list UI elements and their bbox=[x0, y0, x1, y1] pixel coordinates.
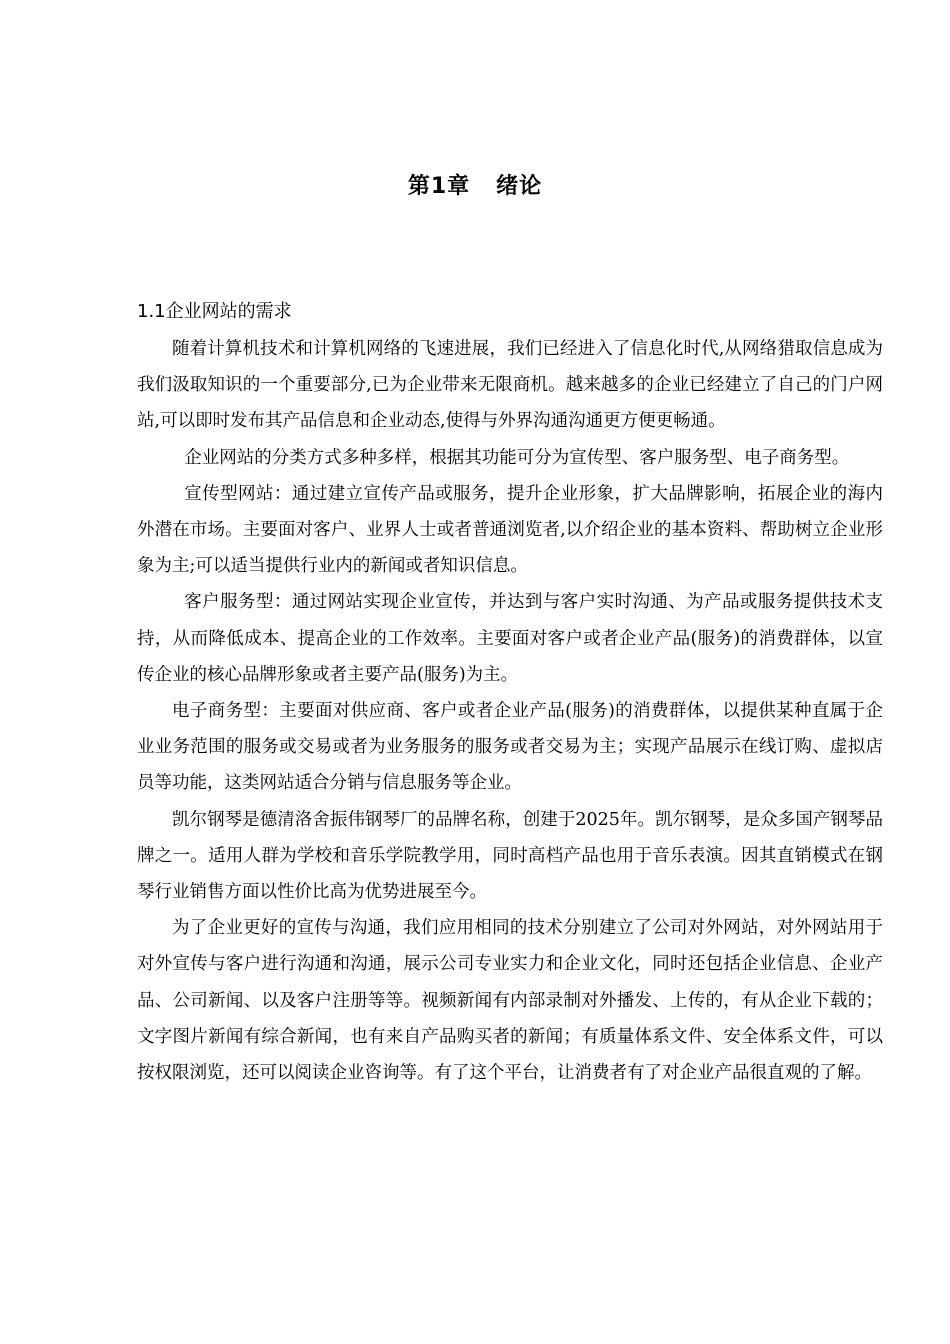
section-heading: 1.1企业网站的需求 bbox=[137, 301, 292, 322]
chapter-title bbox=[0, 170, 950, 204]
paragraph-website-purpose: 为了企业更好的宣传与沟通，我们应用相同的技术分别建立了公司对外网站，对外网站用于对外宣传与客户进行沟通和沟通，展示公司专业实力和企业文化，同时还包括企业信息、企业产品、公司新闻、以及客户注册等等。视频新闻有内部录制对外播发、上传的，有从企业下载的；文字图片新闻有综合新闻，也有来自产品购买者的新闻；有质量体系文件、安全体系文件，可以按权限浏览，还可以阅读企业咨询等。有了这个平台，让消费者有了对企业产品很直观的了解。 bbox=[137, 918, 883, 1084]
paragraph-company-intro: 凯尔钢琴是德清洛舍振伟钢琴厂的品牌名称，创建于2025年。凯尔钢琴，是众多国产钢琴品牌之一。适用人群为学校和音乐学院教学用，同时高档产品也用于音乐表演。因其直销模式在钢琴行业销售方面以性价比高为优势进展至今。 bbox=[137, 809, 883, 903]
paragraph-customer-service-site: 客户服务型：通过网站实现企业宣传，并达到与客户实时沟通、为产品或服务提供技术支持，从而降低成本、提高企业的工作效率。主要面对客户或者企业产品(服务)的消费群体，以宣传企业的核心品牌形象或者主要产品(服务)为主。 bbox=[137, 592, 883, 685]
paragraph-intro: 随着计算机技术和计算机网络的飞速进展，我们已经进入了信息化时代,从网络猎取信息成为我们汲取知识的一个重要部分,已为企业带来无限商机。越来越多的企业已经建立了自己的门户网站,可以即时发布其产品信息和企业动态,使得与外界沟通沟通更方便更畅通。 bbox=[137, 339, 883, 432]
chapter-name: 绪论 bbox=[496, 174, 543, 199]
body-text bbox=[137, 331, 883, 1091]
paragraph-promotional-site: 宣传型网站：通过建立宣传产品或服务，提升企业形象，扩大品牌影响，拓展企业的海内外潜在市场。主要面对客户、业界人士或者普通浏览者,以介绍企业的基本资料、帮助树立企业形象为主;可以适当提供行业内的新闻或者知识信息。 bbox=[137, 483, 883, 577]
paragraph-ecommerce-site: 电子商务型：主要面对供应商、客户或者企业产品(服务)的消费群体，以提供某种直属于企业业务范围的服务或交易或者为业务服务的服务或者交易为主；实现产品展示在线订购、虚拟店员等功能，这类网站适合分销与信息服务等企业。 bbox=[137, 701, 883, 794]
chapter-number: 第1章 bbox=[407, 174, 471, 199]
paragraph-classification: 企业网站的分类方式多种多样，根据其功能可分为宣传型、客户服务型、电子商务型。 bbox=[184, 447, 850, 468]
